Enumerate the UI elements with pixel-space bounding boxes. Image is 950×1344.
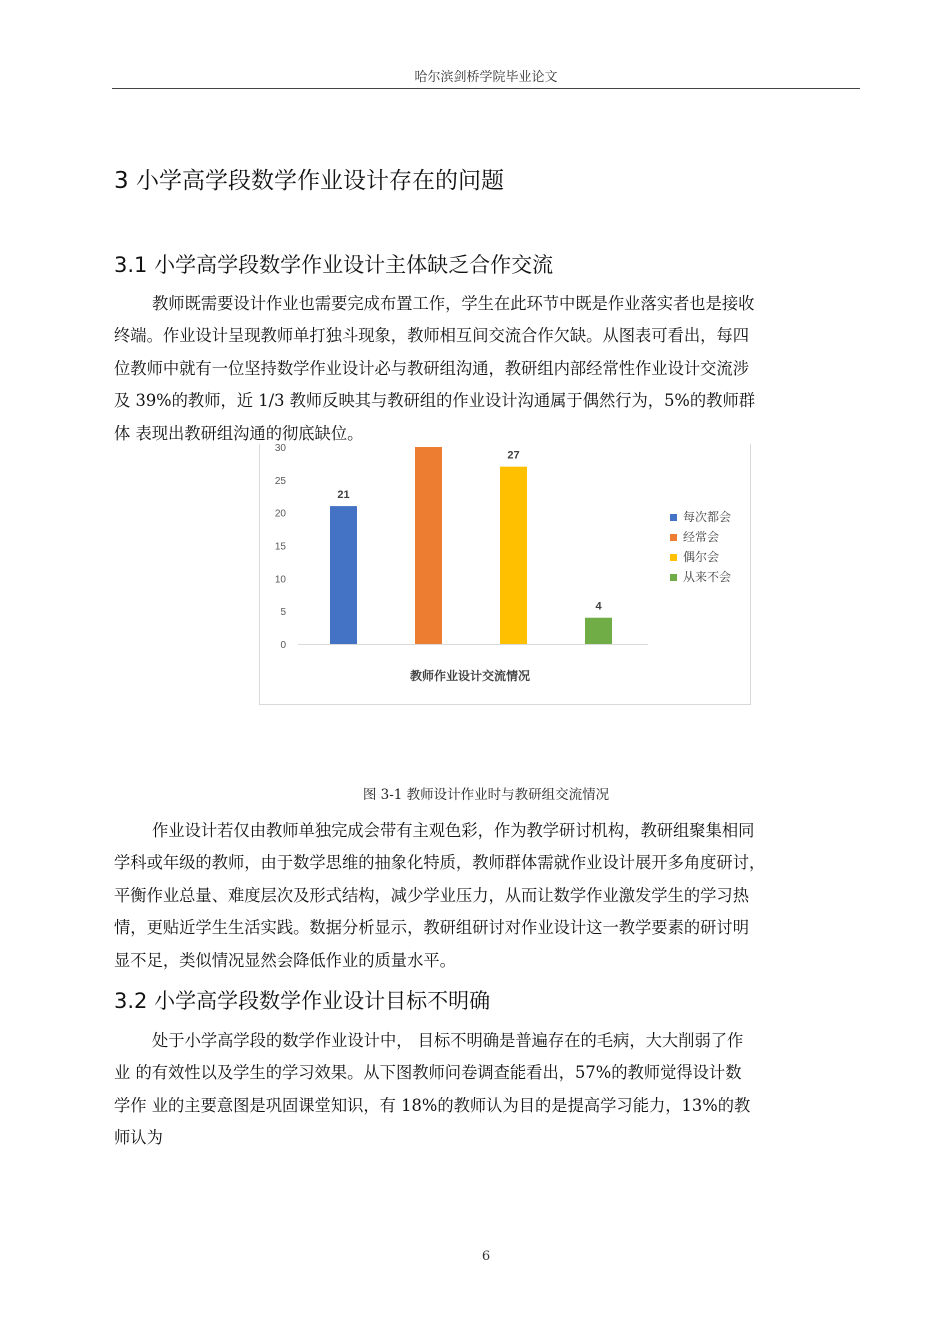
data-label: 4 xyxy=(595,600,602,613)
chart-svg xyxy=(260,444,750,704)
bar-4 xyxy=(585,618,612,644)
text-line: 业 的有效性以及学生的学习效果。从下图教师问卷调查能看出，57%的教师觉得设计数 xyxy=(114,1063,742,1083)
text-line: 情，更贴近学生生活实践。数据分析显示，教研组研讨对作业设计这一教学要素的研讨明 xyxy=(114,918,749,938)
text-line: 终端。作业设计呈现教师单打独斗现象，教师相互间交流合作欠缺。从图表可看出，每四 xyxy=(114,326,749,346)
text-line: 学科或年级的教师，由于数学思维的抽象化特质，教师群体需就作业设计展开多角度研讨， xyxy=(114,853,766,873)
subsection-heading-3-2: 3.2 小学高学段数学作业设计目标不明确 xyxy=(114,989,491,1013)
text-line: 平衡作业总量、难度层次及形式结构，减少学业压力，从而让数学作业激发学生的学习热 xyxy=(114,885,749,905)
y-tick-label: 15 xyxy=(274,541,286,553)
bar-chart xyxy=(259,444,751,705)
legend-label: 偶尔会 xyxy=(683,550,720,564)
y-tick-label: 25 xyxy=(274,475,286,487)
text-line: 位教师中就有一位坚持数学作业设计必与教研组沟通，教研组内部经常性作业设计交流涉 xyxy=(114,358,749,378)
y-tick-label: 30 xyxy=(274,444,286,454)
text-line: 显不足，类似情况显然会降低作业的质量水平。 xyxy=(114,950,456,970)
bar-1 xyxy=(330,506,357,644)
subsection-heading-3-1: 3.1 小学高学段数学作业设计主体缺乏合作交流 xyxy=(114,253,554,277)
page-header: 哈尔滨剑桥学院毕业论文 xyxy=(414,70,558,85)
y-tick-label: 0 xyxy=(280,640,286,651)
paragraph-3-2 xyxy=(114,1025,862,1155)
text-line: 师认为 xyxy=(114,1128,163,1148)
paragraph-3-1-cont xyxy=(114,815,862,977)
y-tick-label: 5 xyxy=(280,607,286,619)
page-number: 6 xyxy=(481,1249,491,1264)
text-line: 及 39%的教师，近 1/3 教师反映其与教研组的作业设计沟通属于偶然行为，5%的教师群 xyxy=(114,391,756,411)
data-label: 27 xyxy=(507,449,520,462)
legend-swatch xyxy=(670,574,677,581)
data-label: 21 xyxy=(337,489,350,502)
legend-label: 每次都会 xyxy=(683,510,732,524)
text-line: 学作 业的主要意图是巩固课堂知识，有 18%的教师认为目的是提高学习能力，13%的教 xyxy=(114,1095,751,1115)
legend-label: 经常会 xyxy=(683,530,720,544)
legend-swatch xyxy=(670,554,677,561)
text-line: 作业设计若仅由教师单独完成会带有主观色彩，作为教学研讨机构，教研组聚集相同 xyxy=(152,821,755,840)
bar-2 xyxy=(415,447,442,644)
header-rule xyxy=(112,88,860,89)
text-line: 教师既需要设计作业也需要完成布置工作，学生在此环节中既是作业落实者也是接收 xyxy=(152,294,755,313)
figure-caption: 图 3-1 教师设计作业时与教研组交流情况 xyxy=(362,787,610,803)
text-line: 处于小学高学段的数学作业设计中， 目标不明确是普遍存在的毛病，大大削弱了作 xyxy=(152,1031,744,1050)
legend-swatch xyxy=(670,514,677,521)
y-tick-label: 20 xyxy=(274,508,286,520)
y-tick-label: 10 xyxy=(274,574,286,586)
legend-swatch xyxy=(670,534,677,541)
bar-3 xyxy=(500,467,527,644)
chart-title: 教师作业设计交流情况 xyxy=(409,669,531,683)
section-heading: 3 小学高学段数学作业设计存在的问题 xyxy=(114,168,504,194)
paragraph-3-1 xyxy=(114,288,862,450)
legend-label: 从来不会 xyxy=(683,570,732,584)
text-line: 体 表现出教研组沟通的彻底缺位。 xyxy=(114,423,364,443)
